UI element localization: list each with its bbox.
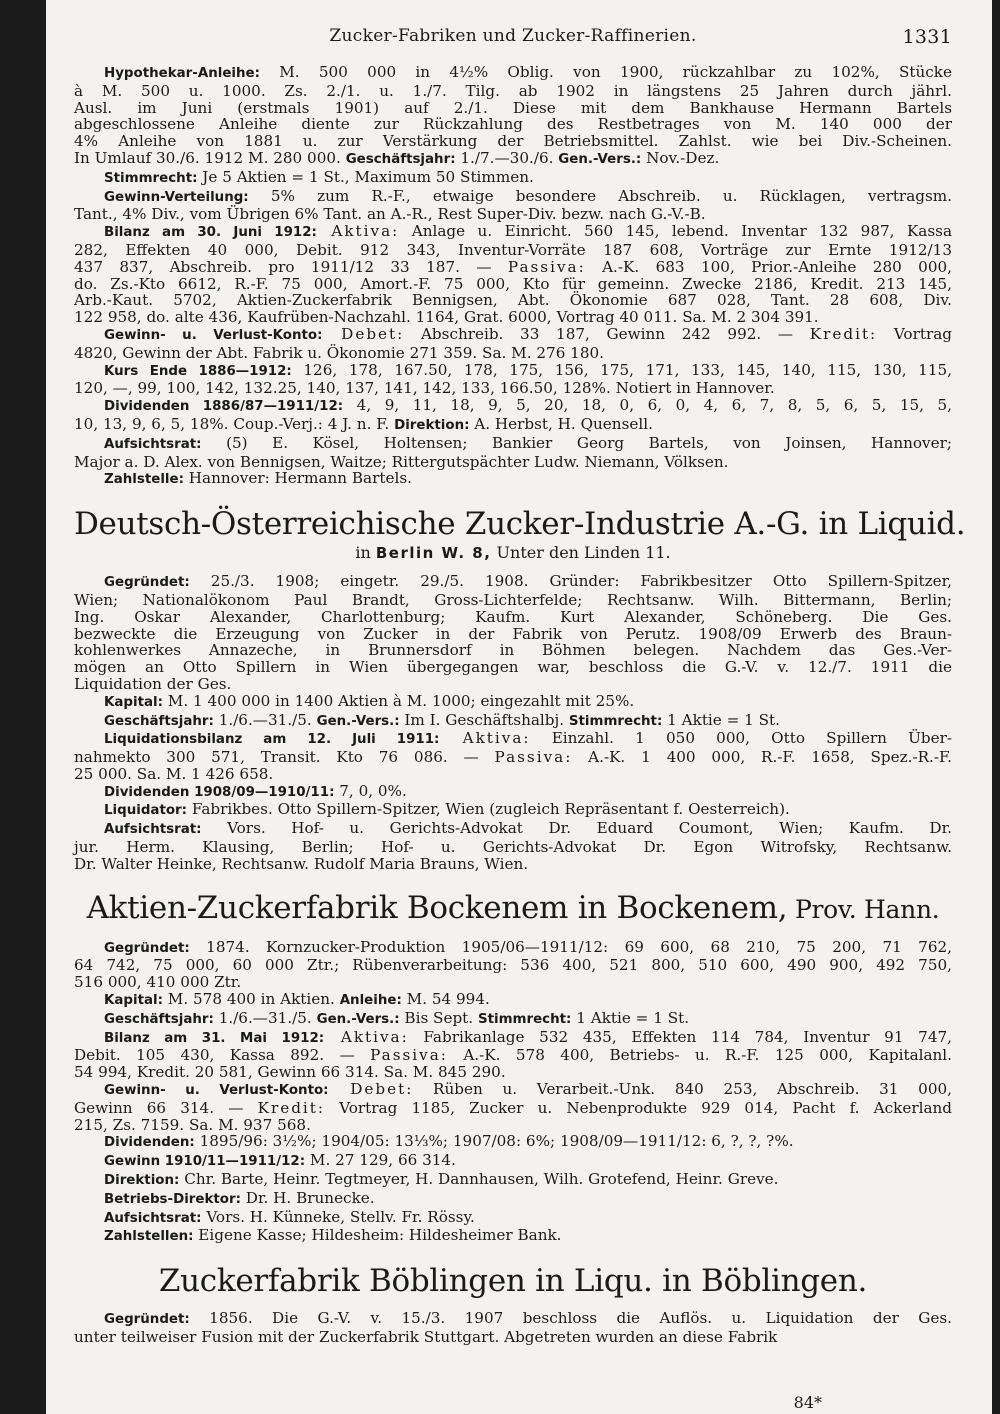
text-line xyxy=(74,292,952,309)
line-text: (5) E. Kösel, Holtensen; Bankier Georg Bartels, von Joinsen, Hannover; xyxy=(201,433,952,452)
line-text: M. 578 400 in Aktien. xyxy=(162,990,340,1009)
entry-keyword: Gegründet: xyxy=(104,1312,190,1328)
line-text: Dr. H. Brunecke. xyxy=(240,1188,375,1207)
line-text: A.-K. 683 100, Prior.-Anleihe 280 000, xyxy=(585,257,952,276)
line-text: 437 837, Abschreib. pro 1911/12 33 187. — xyxy=(74,257,508,276)
heading-text: Zuckerfabrik Böblingen in Liqu. in Böblingen. xyxy=(158,1263,868,1300)
entry-keyword: Gewinn- u. Verlust-Konto: xyxy=(104,327,323,343)
entry-keyword: Gen.-Vers.: xyxy=(316,713,400,729)
line-text: 122 958, do. alte 436, Kaufrüben-Nachzahl. 1164, Grat. 6000, Vortrag 40 011. Sa. M. 2 304 391. xyxy=(74,308,819,327)
section-hypothekar-continued xyxy=(74,64,952,489)
line-text: Vors. Hof- u. Gerichts-Advokat Dr. Eduard Coumont, Wien; Kaufm. Dr. xyxy=(201,819,952,838)
line-text: A.-K. 578 400, Betriebs- u. R.-F. 125 000, Kapitalanl. xyxy=(447,1046,952,1065)
text-line xyxy=(74,749,952,766)
entry-keyword: Zahlstellen: xyxy=(104,1229,194,1245)
document-page xyxy=(46,0,992,1414)
line-text: 1895/96: 3½%; 1904/05: 13⅓%; 1907/08: 6%; 1908/09—1911/12: 6, ?, ?, ?%. xyxy=(194,1132,794,1151)
section-boeblingen-body xyxy=(74,1310,952,1346)
company-heading-deutsch-oesterreichische xyxy=(74,505,966,543)
heading-text: Deutsch-Österreichische Zucker-Industrie A.-G. in Liquid. xyxy=(74,506,966,543)
line-text: 1./6.—31./5. xyxy=(213,1008,317,1027)
text-line xyxy=(74,592,952,609)
line-text: 10, 13, 9, 6, 5, 18%. Coup.-Verj.: 4 J. n. F. xyxy=(74,414,395,433)
text-line xyxy=(74,801,952,820)
text-line xyxy=(74,573,952,592)
address-city: Berlin W. 8, xyxy=(375,544,492,563)
text-line xyxy=(74,133,952,150)
spaced-label: Kredit: xyxy=(809,324,878,343)
entry-keyword: Geschäftsjahr: xyxy=(104,1011,214,1027)
entry-keyword: Dividenden 1886/87—1911/12: xyxy=(104,399,344,415)
running-header xyxy=(74,26,952,54)
entry-keyword: Bilanz am 31. Mai 1912: xyxy=(104,1030,325,1046)
line-text: M. 54 994. xyxy=(401,990,490,1009)
text-line xyxy=(74,939,952,958)
line-text: 1 Aktie = 1 St. xyxy=(662,710,780,729)
spaced-label: Passiva: xyxy=(507,257,586,276)
line-text: 1874. Kornzucker-Produktion 1905/06—1911/12: 69 600, 68 210, 75 200, 71 762, xyxy=(189,937,952,956)
line-text: 1856. Die G.-V. v. 15./3. 1907 beschloss die Auflös. u. Liquidation der Ges. xyxy=(189,1309,952,1328)
line-text: 1./7.—30./6. xyxy=(455,148,559,167)
heading-province: Prov. Hann. xyxy=(787,894,940,924)
entry-keyword: Liquidator: xyxy=(104,803,188,819)
text-line xyxy=(74,1190,952,1209)
text-line xyxy=(74,1152,952,1171)
company-heading-boeblingen xyxy=(74,1262,952,1300)
line-text: 4% Anleihe von 1881 u. zur Verstärkung der Betriebsmittel. Zahlst. wie bei Div.-Scheinen. xyxy=(74,132,952,151)
running-title: Zucker-Fabriken und Zucker-Raffinerien. xyxy=(329,26,697,46)
text-line xyxy=(74,223,952,242)
text-line xyxy=(74,326,952,345)
line-text: Vortrag xyxy=(877,324,952,343)
entry-keyword: Aufsichtsrat: xyxy=(104,822,202,838)
line-text: Abschreib. 33 187, Gewinn 242 992. — xyxy=(404,324,810,343)
section-bockenem-body xyxy=(74,939,952,1247)
line-text: Tant., 4% Div., vom Übrigen 6% Tant. an A.-R., Rest Super-Div. bezw. nach G.-V.-B. xyxy=(74,205,706,224)
text-line xyxy=(74,766,952,783)
text-line xyxy=(74,974,952,991)
text-line xyxy=(74,206,952,223)
spaced-label: Aktiva: xyxy=(316,222,400,241)
text-line xyxy=(74,150,952,169)
line-text: Je 5 Aktien = 1 St., Maximum 50 Stimmen. xyxy=(197,167,534,186)
line-text: M. 1 400 000 in 1400 Aktien à M. 1000; eingezahlt mit 25%. xyxy=(162,691,635,710)
line-text: 516 000, 410 000 Ztr. xyxy=(74,973,242,992)
spaced-label: Passiva: xyxy=(494,748,573,767)
line-text: do. Zs.-Kto 6612, R.-F. 75 000, Amort.-F. 75 000, Kto für gemeinn. Zwecke 2186, Kredit. 213 145, xyxy=(74,274,952,293)
entry-keyword: Hypothekar-Anleihe: xyxy=(104,66,260,81)
line-text: M. 27 129, 66 314. xyxy=(305,1151,456,1170)
line-text: kohlenwerkes Annazeche, in Brunnersdorf in Böhmen belegen. Nachdem das Ges.-Ver- xyxy=(74,641,952,660)
line-text: mögen an Otto Spillern in Wien übergegangen war, beschloss die G.-V. v. 12./7. 1911 die xyxy=(74,658,952,677)
line-text: Rüben u. Verarbeit.-Unk. 840 253, Abschreib. 31 000, xyxy=(413,1080,952,1099)
line-text: Chr. Barte, Heinr. Tegtmeyer, H. Dannhausen, Wilh. Grotefend, Heinr. Greve. xyxy=(179,1170,779,1189)
text-line xyxy=(74,416,952,435)
entry-keyword: Kapital: xyxy=(104,993,163,1009)
entry-keyword: Aufsichtsrat: xyxy=(104,1210,202,1226)
text-line xyxy=(74,1081,952,1100)
spaced-label: Aktiva: xyxy=(324,1027,409,1046)
text-line xyxy=(74,454,952,471)
line-text: 282, Effekten 40 000, Debit. 912 343, Inventur-Vorräte 187 608, Vorträge zur Ernte 1912/13 xyxy=(74,240,952,259)
text-line xyxy=(74,676,952,693)
text-line xyxy=(74,1209,952,1228)
line-text: Wien; Nationalökonom Paul Brandt, Gross-Lichterfelde; Rechtsanw. Wilh. Bittermann, Berlin; xyxy=(74,590,952,609)
line-text: jur. Herm. Klausing, Berlin; Hof- u. Gerichts-Advokat Dr. Egon Witrofsky, Rechtsanw. xyxy=(74,838,952,857)
text-line xyxy=(74,1047,952,1064)
address-street: Unter den Linden 11. xyxy=(491,543,671,563)
text-line xyxy=(74,820,952,839)
entry-keyword: Gewinn 1910/11—1911/12: xyxy=(104,1154,306,1170)
text-line xyxy=(74,1064,952,1081)
text-line xyxy=(74,309,952,326)
line-text: Eigene Kasse; Hildesheim: Hildesheimer Bank. xyxy=(193,1226,562,1245)
text-line xyxy=(74,242,952,259)
text-line xyxy=(74,1117,952,1134)
text-line xyxy=(74,991,952,1010)
line-text: Vortrag 1185, Zucker u. Nebenprodukte 929 014, Pacht f. Ackerland xyxy=(325,1098,953,1117)
entry-keyword: Aufsichtsrat: xyxy=(104,436,202,452)
section-deutsch-oesterreichische-body xyxy=(74,573,952,873)
line-text: bezweckte die Erzeugung von Zucker in der Fabrik von Perutz. 1908/09 Erwerb des Braun- xyxy=(74,624,952,643)
text-line xyxy=(74,1227,952,1246)
entry-keyword: Stimmrecht: xyxy=(568,713,663,729)
text-line xyxy=(74,626,952,643)
spaced-label: Debet: xyxy=(322,324,405,343)
text-line xyxy=(74,362,952,381)
entry-keyword: Gegründet: xyxy=(104,575,190,591)
entry-keyword: Geschäftsjahr: xyxy=(104,713,214,729)
entry-keyword: Stimmrecht: xyxy=(104,170,198,186)
text-line xyxy=(74,259,952,276)
text-line xyxy=(74,856,952,873)
text-line xyxy=(74,712,952,731)
text-line xyxy=(74,1010,952,1029)
spaced-label: Aktiva: xyxy=(439,729,531,748)
text-line xyxy=(74,188,952,207)
line-text: Major a. D. Alex. von Bennigsen, Waitze; Rittergutspächter Ludw. Niemann, Völksen. xyxy=(74,452,729,471)
line-text: Fabrikanlage 532 435, Effekten 114 784, Inventur 91 747, xyxy=(408,1027,952,1046)
line-text: In Umlauf 30./6. 1912 M. 280 000. xyxy=(74,148,346,167)
text-line xyxy=(74,1100,952,1117)
text-line xyxy=(74,470,952,489)
line-text: Vors. H. Künneke, Stellv. Fr. Rössy. xyxy=(201,1207,475,1226)
entry-keyword: Gen.-Vers.: xyxy=(558,151,642,167)
line-text: 64 742, 75 000, 60 000 Ztr.; Rübenverarbeitung: 536 400, 521 800, 510 600, 490 900, 492 750, xyxy=(74,956,952,975)
line-text: unter teilweiser Fusion mit der Zuckerfabrik Stuttgart. Abgetreten wurden an diese Fabrik xyxy=(74,1328,778,1347)
text-line xyxy=(74,169,952,188)
entry-keyword: Dividenden 1908/09—1910/11: xyxy=(104,784,335,800)
text-line xyxy=(74,730,952,749)
line-text: Arb.-Kaut. 5702, Aktien-Zuckerfabrik Bennigsen, Abt. Ökonomie 687 028, Tant. 28 608, Div. xyxy=(74,291,952,310)
address-prefix: in xyxy=(355,543,376,563)
line-text: nahmekto 300 571, Transit. Kto 76 086. — xyxy=(74,748,495,767)
line-text: abgeschlossene Anleihe diente zur Rückzahlung des Restbetrages von M. 140 000 der xyxy=(74,115,952,134)
entry-keyword: Gewinn-Verteilung: xyxy=(104,189,249,205)
text-line xyxy=(74,693,952,712)
entry-keyword: Kurs Ende 1886—1912: xyxy=(104,363,292,379)
heading-text: Aktien-Zuckerfabrik Bockenem in Bockenem, xyxy=(86,889,788,926)
line-text: 1./6.—31./5. xyxy=(213,710,317,729)
company-heading-bockenem xyxy=(74,889,952,929)
text-line xyxy=(74,435,952,454)
text-line xyxy=(74,83,952,100)
line-text: 126, 178, 167.50, 178, 175, 156, 175, 171, 133, 145, 140, 115, 130, 115, xyxy=(291,360,952,379)
text-line xyxy=(74,64,952,83)
entry-keyword: Geschäftsjahr: xyxy=(345,151,456,167)
spaced-label: Passiva: xyxy=(370,1046,448,1065)
line-text: à M. 500 u. 1000. Zs. 2./1. u. 1./7. Tilg. ab 1902 in längstens 25 Jahren durch jährl. xyxy=(74,81,952,100)
line-text: 7, 0, 0%. xyxy=(334,781,407,800)
line-text: Nov.-Dez. xyxy=(641,148,720,167)
line-text: Ausl. im Juni (erstmals 1901) auf 2./1. Diese mit dem Bankhause Hermann Bartels xyxy=(74,98,952,117)
text-line xyxy=(74,783,952,802)
text-line xyxy=(74,1171,952,1190)
text-line xyxy=(74,345,952,362)
entry-keyword: Direktion: xyxy=(104,1173,180,1189)
entry-keyword: Zahlstelle: xyxy=(104,472,184,488)
signature-mark: 84* xyxy=(793,1393,822,1412)
line-text: 25./3. 1908; eingetr. 29./5. 1908. Gründer: Fabrikbesitzer Otto Spillern-Spitzer, xyxy=(189,572,952,591)
spaced-label: Debet: xyxy=(328,1080,414,1099)
line-text: Im I. Geschäftshalbj. xyxy=(399,710,569,729)
text-line xyxy=(74,659,952,676)
line-text: Anlage u. Einricht. 560 145, lebend. Inventar 132 987, Kassa xyxy=(399,222,953,241)
text-line xyxy=(74,1133,952,1152)
company-address xyxy=(74,543,952,563)
line-text: Dr. Walter Heinke, Rechtsanw. Rudolf Maria Brauns, Wien. xyxy=(74,854,529,873)
text-line xyxy=(74,100,952,117)
line-text: Debit. 105 430, Kassa 892. — xyxy=(74,1046,371,1065)
entry-keyword: Gewinn- u. Verlust-Konto: xyxy=(104,1083,329,1099)
text-line xyxy=(74,116,952,133)
entry-keyword: Betriebs-Direktor: xyxy=(104,1191,241,1207)
entry-keyword: Gen.-Vers.: xyxy=(316,1011,400,1027)
line-text: 4820, Gewinn der Abt. Fabrik u. Ökonomie 271 359. Sa. M. 276 180. xyxy=(74,343,604,362)
line-text: Hannover: Hermann Bartels. xyxy=(183,469,412,488)
line-text: 5% zum R.-F., etwaige besondere Abschreib. u. Rücklagen, vertragsm. xyxy=(248,186,952,205)
line-text: Fabrikbes. Otto Spillern-Spitzer, Wien (zugleich Repräsentant f. Oesterreich). xyxy=(187,800,790,819)
line-text: 25 000. Sa. M. 1 426 658. xyxy=(74,764,274,783)
line-text: 120, —, 99, 100, 142, 132.25, 140, 137, 141, 142, 133, 166.50, 128%. Notiert in Hannover. xyxy=(74,379,775,398)
entry-keyword: Anleihe: xyxy=(339,993,402,1009)
line-text: M. 500 000 in 4½% Oblig. von 1900, rückzahlbar zu 102%, Stücke xyxy=(259,63,952,81)
entry-keyword: Stimmrecht: xyxy=(477,1011,572,1027)
text-line xyxy=(74,1329,952,1346)
line-text: A. Herbst, H. Quensell. xyxy=(469,414,653,433)
text-line xyxy=(74,642,952,659)
line-text: 215, Zs. 7159. Sa. M. 937 568. xyxy=(74,1115,311,1134)
text-line xyxy=(74,839,952,856)
line-text: Gewinn 66 314. — xyxy=(74,1098,258,1117)
spaced-label: Kredit: xyxy=(257,1098,325,1117)
entry-keyword: Direktion: xyxy=(394,417,470,433)
text-line xyxy=(74,609,952,626)
line-text: A.-K. 1 400 000, R.-F. 1658, Spez.-R.-F. xyxy=(572,748,952,767)
text-line xyxy=(74,397,952,416)
line-text: 1 Aktie = 1 St. xyxy=(571,1008,690,1027)
text-line xyxy=(74,1029,952,1048)
line-text: Ing. Oskar Alexander, Charlottenburg; Kaufm. Kurt Alexander, Schöneberg. Die Ges. xyxy=(74,607,952,626)
line-text: 4, 9, 11, 18, 9, 5, 20, 18, 0, 6, 0, 4, 6, 7, 8, 5, 6, 5, 15, 5, xyxy=(343,396,952,415)
line-text: Liquidation der Ges. xyxy=(74,674,232,693)
entry-keyword: Kapital: xyxy=(104,694,163,710)
text-line xyxy=(74,1310,952,1329)
line-text: Einzahl. 1 050 000, Otto Spillern Über- xyxy=(530,729,952,748)
line-text: 54 994, Kredit. 20 581, Gewinn 66 314. Sa. M. 845 290. xyxy=(74,1063,506,1082)
entry-keyword: Gegründet: xyxy=(104,940,190,956)
entry-keyword: Bilanz am 30. Juni 1912: xyxy=(104,225,317,241)
text-line xyxy=(74,276,952,293)
text-line xyxy=(74,380,952,397)
page-number: 1331 xyxy=(902,26,952,48)
entry-keyword: Dividenden: xyxy=(104,1135,195,1151)
entry-keyword: Liquidationsbilanz am 12. Juli 1911: xyxy=(104,732,440,748)
text-line xyxy=(74,957,952,974)
line-text: Bis Sept. xyxy=(399,1008,478,1027)
